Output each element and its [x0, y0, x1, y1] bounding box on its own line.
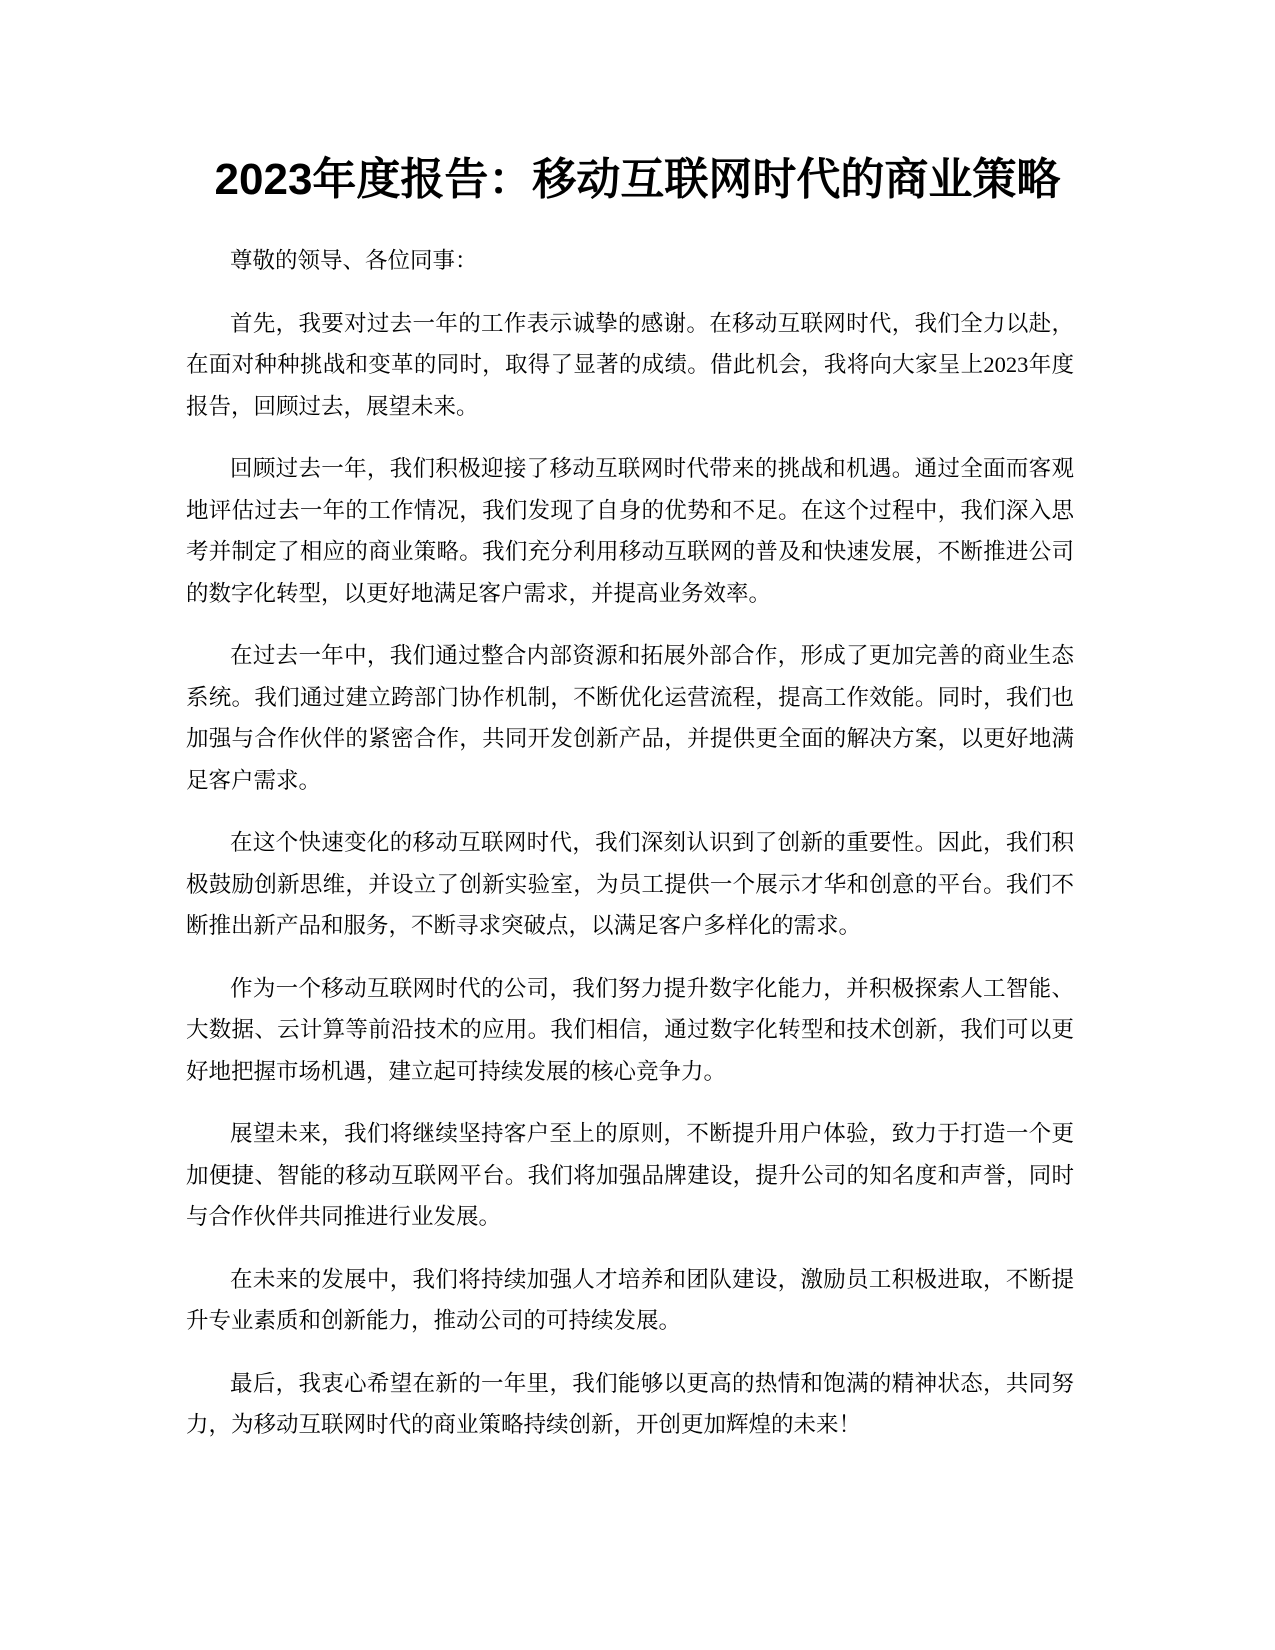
document-body: [186, 240, 1074, 1467]
document-title: 2023年度报告：移动互联网时代的商业策略: [214, 155, 1061, 204]
paragraph-closing: 最后，我衷心希望在新的一年里，我们能够以更高的热情和饱满的精神状态，共同努力，为移动互联网时代的商业策略持续创新，开创更加辉煌的未来！: [186, 1370, 1074, 1437]
paragraph-salutation: 尊敬的领导、各位同事：: [230, 248, 478, 273]
paragraph: 在过去一年中，我们通过整合内部资源和拓展外部合作，形成了更加完善的商业生态系统。我们通过建立跨部门协作机制，不断优化运营流程，提高工作效能。同时，我们也加强与合作伙伴的紧密合作，共同开发创新产品，并提供更全面的解决方案，以更好地满足客户需求。: [186, 643, 1074, 793]
paragraph: 在未来的发展中，我们将持续加强人才培养和团队建设，激励员工积极进取，不断提升专业素质和创新能力，推动公司的可持续发展。: [186, 1266, 1074, 1333]
paragraph: 作为一个移动互联网时代的公司，我们努力提升数字化能力，并积极探索人工智能、大数据、云计算等前沿技术的应用。我们相信，通过数字化转型和技术创新，我们可以更好地把握市场机遇，建立起可持续发展的核心竞争力。: [186, 975, 1074, 1084]
paragraph: 在这个快速变化的移动互联网时代，我们深刻认识到了创新的重要性。因此，我们积极鼓励创新思维，并设立了创新实验室，为员工提供一个展示才华和创意的平台。我们不断推出新产品和服务，不断寻求突破点，以满足客户多样化的需求。: [186, 830, 1074, 938]
paragraph: 首先，我要对过去一年的工作表示诚挚的感谢。在移动互联网时代，我们全力以赴，在面对种种挑战和变革的同时，取得了显著的成绩。借此机会，我将向大家呈上2023年度报告，回顾过去，展望未来。: [186, 310, 1074, 419]
paragraph: 回顾过去一年，我们积极迎接了移动互联网时代带来的挑战和机遇。通过全面而客观地评估过去一年的工作情况，我们发现了自身的优势和不足。在这个过程中，我们深入思考并制定了相应的商业策略。我们充分利用移动互联网的普及和快速发展，不断推进公司的数字化转型，以更好地满足客户需求，并提高业务效率。: [186, 456, 1074, 606]
paragraph: 展望未来，我们将继续坚持客户至上的原则，不断提升用户体验，致力于打造一个更加便捷、智能的移动互联网平台。我们将加强品牌建设，提升公司的知名度和声誉，同时与合作伙伴共同推进行业发展。: [186, 1121, 1074, 1229]
